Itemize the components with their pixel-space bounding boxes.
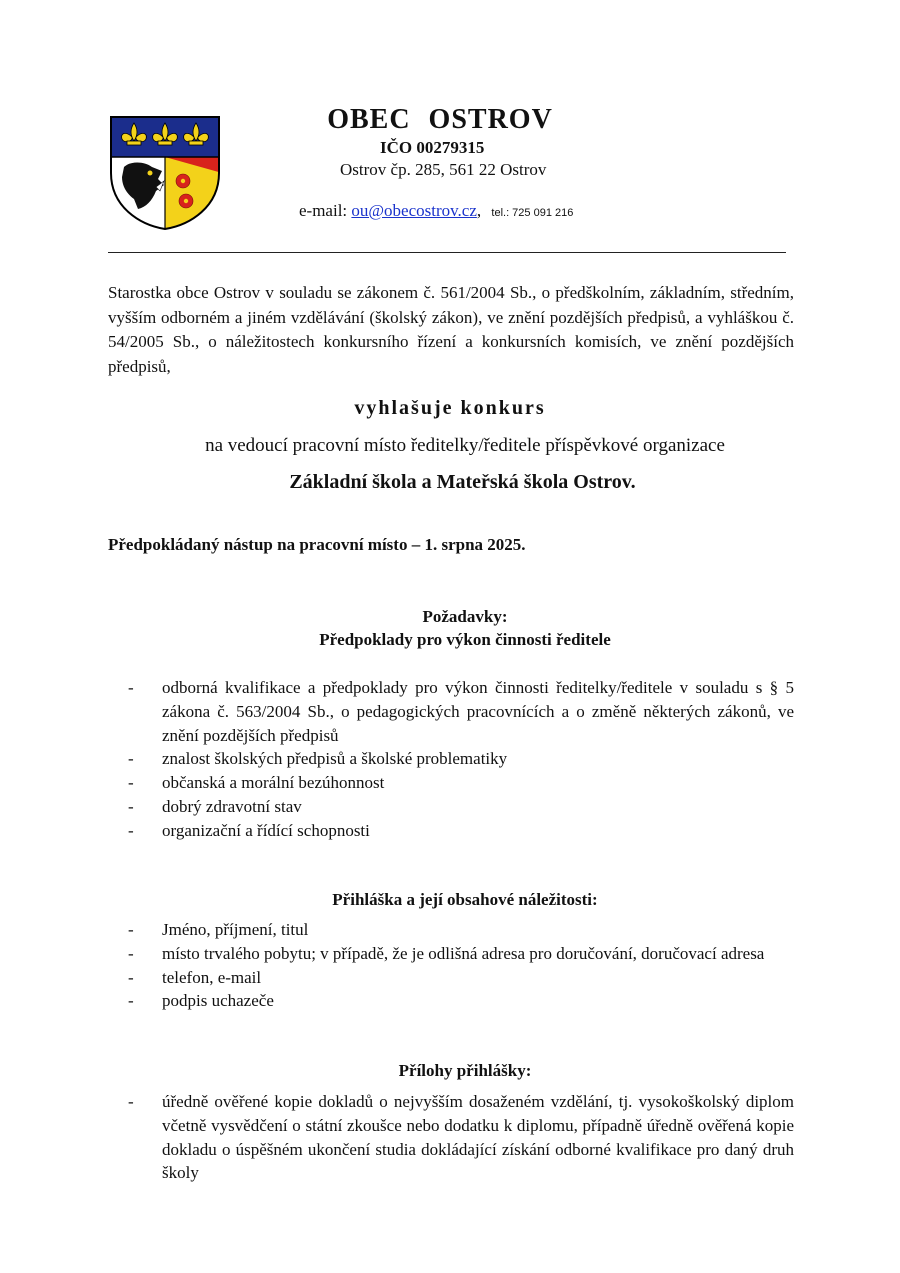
list-item — [108, 966, 794, 990]
dash-bullet: - — [128, 773, 134, 793]
list-item-text: místo trvalého pobytu; v případě, že je odlišná adresa pro doručování, doručovací adresa — [162, 943, 765, 963]
application-title: Přihláška a její obsahové náležitosti: — [332, 890, 598, 909]
contact-line — [299, 201, 573, 221]
municipality-title: OBEC OSTROV — [327, 104, 553, 135]
dash-bullet: - — [128, 1092, 134, 1111]
list-item — [108, 771, 794, 795]
coat-of-arms-icon — [108, 115, 222, 230]
intro-paragraph: Starostka obce Ostrov v souladu se zákonem č. 561/2004 Sb., o předškolním, základním, středním, vyšším odborném a jiném vzdělávání (školský zákon), ve znění pozdějších předpisů, a vyhláškou č. 54/2005 Sb., o náležitostech konkursního řízení a konkursních komisích, ve znění pozdějších předpisů, — [108, 283, 794, 376]
email-link[interactable]: ou@obecostrov.cz — [351, 201, 477, 220]
requirements-list — [108, 676, 794, 843]
email-label: e-mail: — [299, 201, 348, 220]
dash-bullet: - — [128, 943, 134, 963]
list-item — [108, 819, 794, 843]
announcement-heading: vyhlašuje konkurs — [354, 397, 546, 419]
dash-bullet: - — [128, 991, 134, 1011]
school-name: Základní škola a Mateřská škola Ostrov. — [289, 471, 636, 493]
list-item — [108, 795, 794, 819]
list-item-text: Jméno, příjmení, titul — [162, 920, 309, 939]
list-item — [108, 918, 794, 942]
attachments-title: Přílohy přihlášky: — [398, 1061, 532, 1080]
position-description: na vedoucí pracovní místo ředitelky/ředitele příspěvkové organizace — [205, 435, 725, 456]
list-item — [108, 747, 794, 771]
list-item — [108, 676, 794, 747]
municipality-address: Ostrov čp. 285, 561 22 Ostrov — [340, 160, 547, 179]
dash-bullet: - — [128, 796, 134, 816]
dash-bullet: - — [128, 820, 134, 840]
dash-bullet: - — [128, 749, 134, 769]
dash-bullet: - — [128, 920, 134, 939]
list-item — [108, 942, 794, 966]
list-item-text: úředně ověřené kopie dokladů o nejvyšším dosaženém vzdělání, tj. vysokoškolský diplom včetně vysvědčení o státní zkoušce nebo dodatku k diplomu, případně úředně ověřená kopie dokladu o úspěšném ukončení studia dokládající získání odborné kvalifikace pro daný druh školy — [162, 1092, 794, 1183]
requirements-subtitle: Předpoklady pro výkon činnosti ředitele — [319, 630, 611, 649]
list-item-text: dobrý zdravotní stav — [162, 796, 302, 816]
list-item — [108, 989, 794, 1013]
start-date-line: Předpokládaný nástup na pracovní místo – 1. srpna 2025. — [108, 535, 526, 554]
list-item-text: podpis uchazeče — [162, 991, 274, 1011]
list-item-text: občanská a morální bezúhonnost — [162, 773, 385, 793]
phone-number: tel.: 725 091 216 — [491, 207, 574, 219]
header-divider — [108, 252, 786, 253]
list-item — [108, 1090, 794, 1185]
attachments-list — [108, 1090, 794, 1185]
email-suffix: , — [476, 201, 482, 220]
requirements-title: Požadavky: — [422, 607, 508, 626]
list-item-text: organizační a řídící schopnosti — [162, 820, 370, 840]
list-item-text: znalost školských předpisů a školské problematiky — [162, 749, 508, 769]
application-list — [108, 918, 794, 1013]
dash-bullet: - — [128, 678, 134, 697]
list-item-text: telefon, e-mail — [162, 967, 262, 987]
dash-bullet: - — [128, 967, 134, 987]
company-id: IČO 00279315 — [380, 138, 485, 157]
list-item-text: odborná kvalifikace a předpoklady pro výkon činnosti ředitelky/ředitele v souladu s § 5 zákona č. 563/2004 Sb., o pedagogických pracovnících a o změně některých zákonů, ve znění pozdějších předpisů — [162, 678, 794, 745]
